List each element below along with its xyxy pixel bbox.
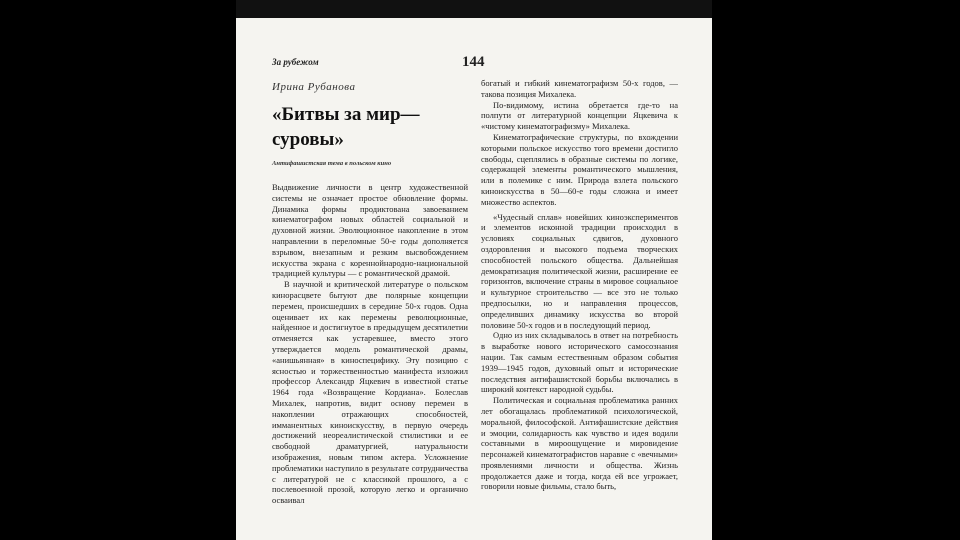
article-subtitle: Антифашистская тема в польском кино bbox=[272, 160, 392, 167]
scan-top-edge bbox=[236, 0, 712, 18]
page-number: 144 bbox=[462, 54, 485, 70]
article-author: Ирина Рубанова bbox=[272, 81, 356, 93]
document-page bbox=[236, 0, 712, 540]
left-paragraph-1: Выдвижение личности в центр художественной системы не означает простое обновление формы. Динамика формы продиктована завоеванием кинематографом новых областей социальной и духовной жизни. Эволюционное накопление в этом направлении в переломные 50-е годы дополняется взрывом, внезапным и резким высвобождением искусства экрана с кореннойнародно-национальной традицией культуры — с романтической драмой. bbox=[272, 182, 468, 279]
right-paragraph-5: Одно из них складывалось в ответ на потребность в выработке нового исторического самосознания нации. Так самым естественным образом события 1939—1945 годов, духовный опыт и исторические последствия антифашистской борьбы включались в широкий контекст народной судьбы. bbox=[481, 330, 678, 395]
right-paragraph-2: По-видимому, истина обретается где-то на полпути от литературной концепции Яцкевича к «чистому кинематографизму» Михалека. bbox=[481, 99, 678, 132]
right-paragraph-6: Политическая и социальная проблематика ранних лет обогащалась проблематикой психологической, моральной, философской. Антифашистские действия и эмоции, солидарность как чувство и идея водили составными в мироощущение и мировидение персонажей кинематографистов наравне с «вечными» проявлениями личности и общества. Жизнь продолжается даже и тогда, когда ей все угрожает, говорили новые фильмы, стало быть, bbox=[481, 395, 678, 492]
left-paragraph-2: В научной и критической литературе о польском кинорасцвете бытуют две полярные концепции перемен, происшедших в середине 50-х годов. Одна оценивает их как перемены революционные, найденное и достигнутое в предыдущем десятилетии отменяется как устаревшее, вместо этого утверждается модель романтической драмы, «анишьянная» в киноспецифику. Эту позицию с ясностью и торжественностью манифеста изложил профессор Александр Яцкевич в известной статье 1964 года «Возвращение Кордиана». Болеслав Михалек, напротив, видит основу перемен в накоплении отражающих способностей, имманентных киноискусству, в первую очередь достижений неореалистической стилистики и ее свободной драматургией, натуральности изображения, новым типом актера. Усложнение проблематики наступило в результате сотрудничества с литературой не с классикой прошлого, а с послевоенной прозой, которую легко и органично осваивал bbox=[272, 279, 468, 506]
right-paragraph-4: «Чудесный сплав» новейших киноэкспериментов и элементов исконной традиции происходил в условиях социальных сдвигов, духовного оздоровления и высокого подъема творческих способностей польского общества. Дальнейшая демократизация политической жизни, расширение ее горизонтов, включение страны в мировое социальное и культурное строительство — все это не только предпосылки, но и направления процессов, определивших динамику искусства во второй половине 50-х годов и в последующий период. bbox=[481, 211, 678, 330]
section-label: За рубежом bbox=[272, 57, 319, 67]
right-text-column bbox=[481, 78, 678, 540]
right-paragraph-1: богатый и гибкий кинематографизм 50-х годов, — такова позиция Михалека. bbox=[481, 78, 678, 99]
article-title: «Битвы за мир— суровы» bbox=[272, 104, 420, 150]
left-text-column bbox=[272, 182, 468, 540]
right-paragraph-3: Кинематографические структуры, по вхождении которыми польское искусство того времени достигло свободы, сцеплялись в образные системы по логике, содержащей элементы романтического мышления, или в полемике с ним. Природа взлета польского киноискусства в 50—60-е годы сложна и имеет множество аспектов. bbox=[481, 131, 678, 207]
